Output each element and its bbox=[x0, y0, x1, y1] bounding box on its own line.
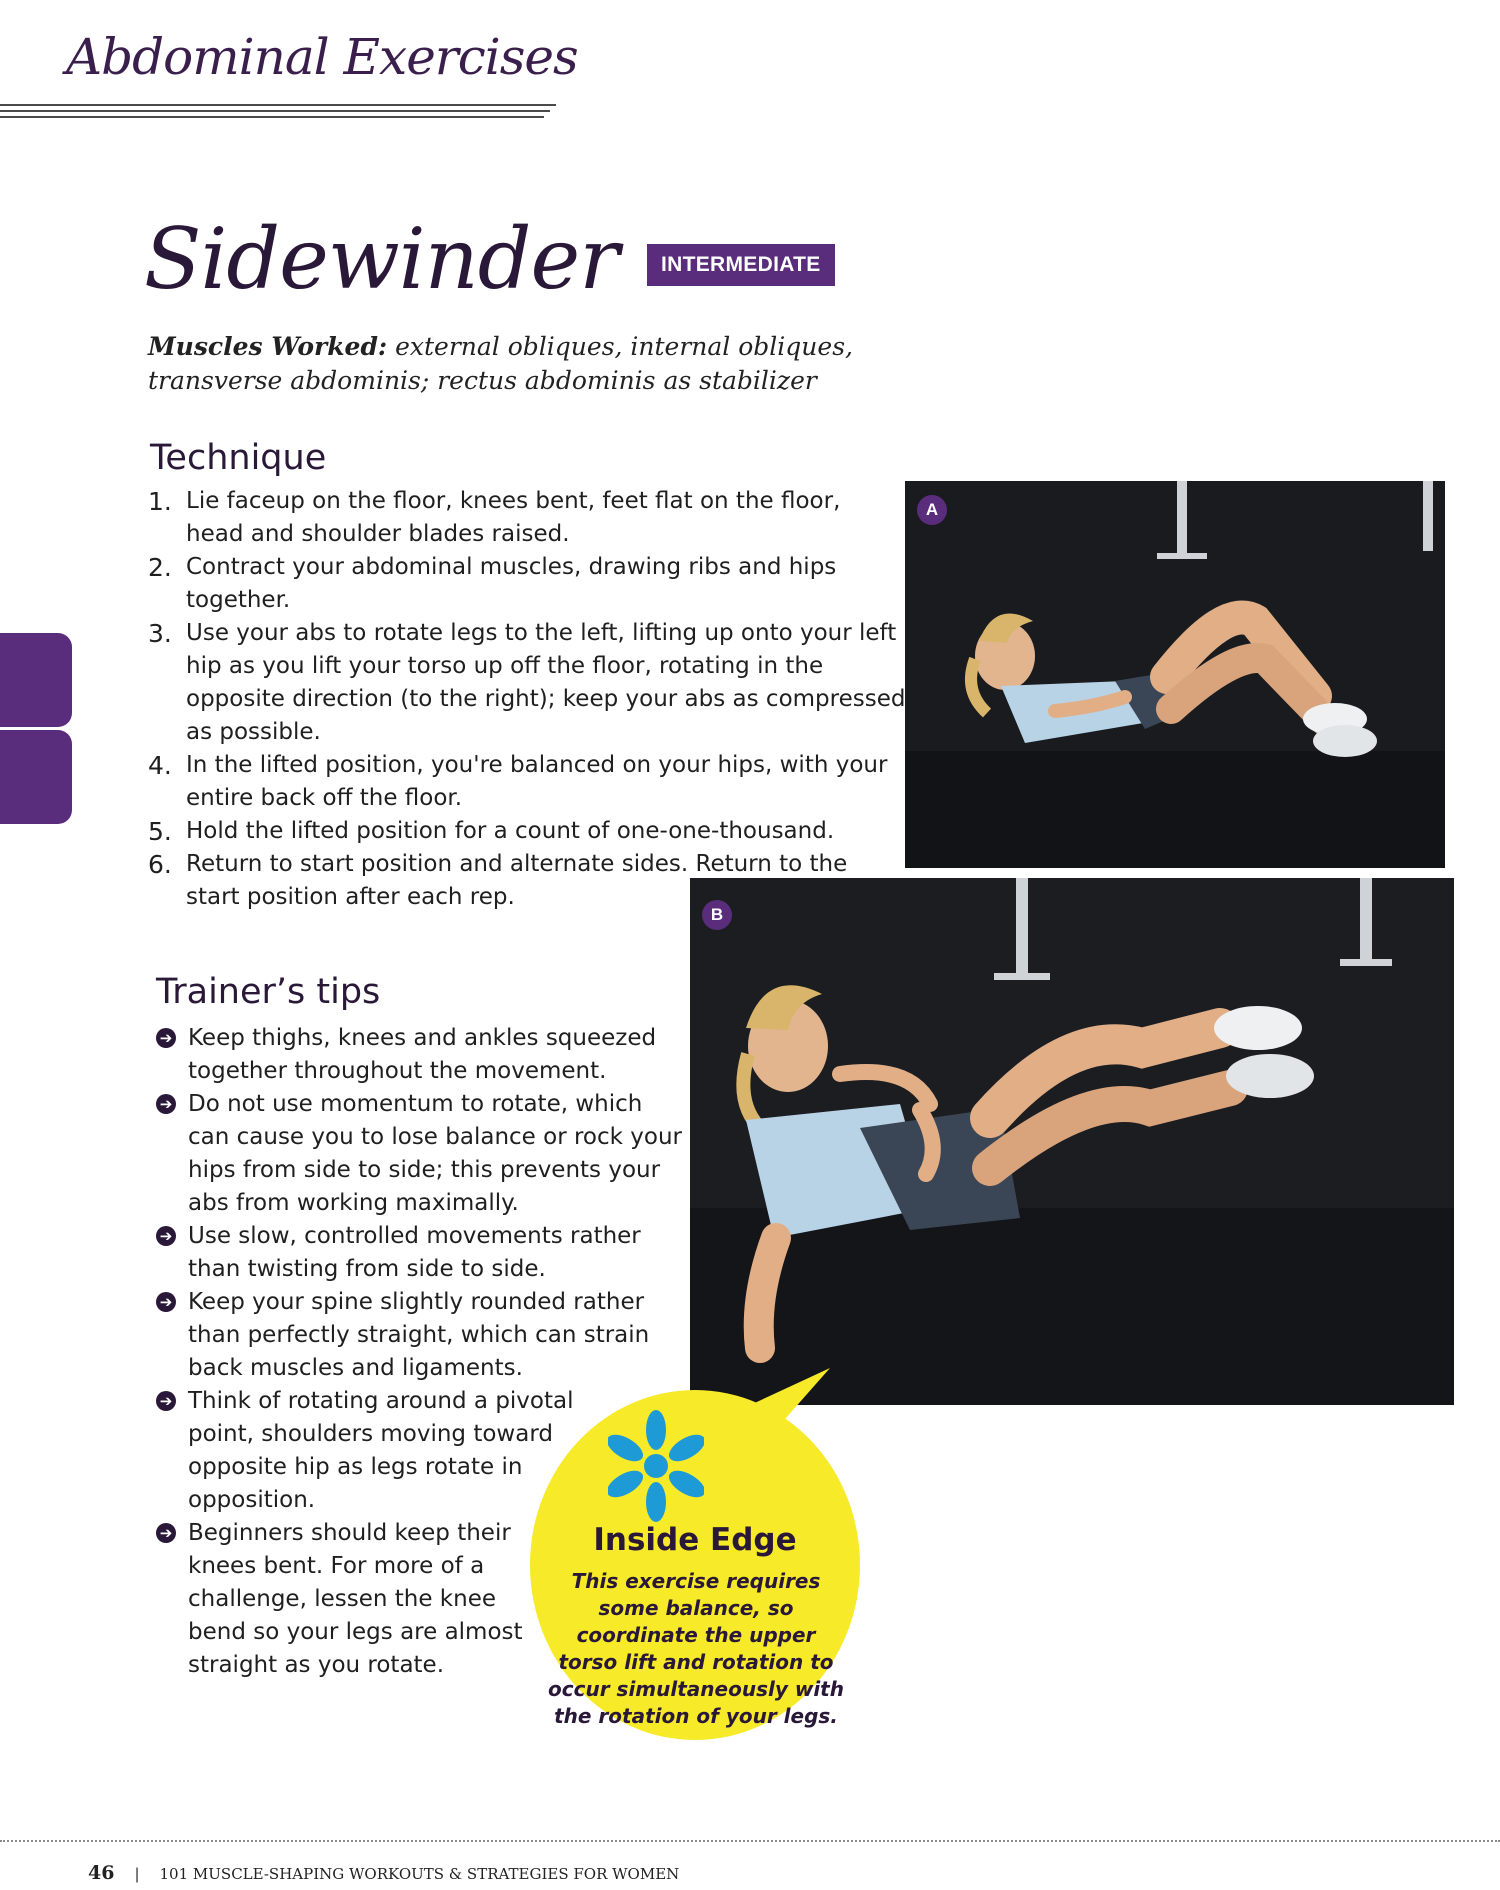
side-tab bbox=[0, 633, 72, 727]
muscles-label: Muscles Worked: bbox=[148, 332, 388, 361]
tips-heading: Trainer’s tips bbox=[156, 972, 381, 1012]
footer-separator: | bbox=[134, 1865, 140, 1883]
flower-icon bbox=[608, 1410, 704, 1522]
tip-text: Use slow, controlled movements rather than twisting from side to side. bbox=[188, 1223, 641, 1282]
tip-text: Keep thighs, knees and ankles squeezed together throughout the movement. bbox=[188, 1025, 657, 1084]
header-rule bbox=[0, 110, 550, 112]
technique-step bbox=[148, 485, 888, 551]
muscles-worked bbox=[148, 330, 908, 398]
step-number: 5. bbox=[148, 817, 172, 846]
step-number: 1. bbox=[148, 487, 172, 516]
footer-rule bbox=[0, 1840, 1500, 1842]
tip-item bbox=[156, 1022, 688, 1088]
technique-heading: Technique bbox=[150, 438, 327, 478]
tip-text: Do not use momentum to rotate, which can cause you to lose balance or rock your hips from side to side; this prevents your abs from working maximally. bbox=[188, 1091, 682, 1216]
tip-text: Keep your spine slightly rounded rather than perfectly straight, which can strain back muscles and ligaments. bbox=[188, 1289, 650, 1381]
arrow-circle-icon: ➔ bbox=[156, 1226, 176, 1246]
muscles-text: external obliques, internal obliques, transverse abdominis; rectus abdominis as stabilizer bbox=[148, 332, 853, 395]
photo-a-label: A bbox=[917, 495, 947, 525]
photo-b bbox=[690, 878, 1454, 1405]
technique-step bbox=[148, 551, 888, 617]
step-text: Lie faceup on the floor, knees bent, feet flat on the floor, head and shoulder blades raised. bbox=[186, 488, 841, 547]
arrow-circle-icon: ➔ bbox=[156, 1523, 176, 1543]
tip-text: Beginners should keep their knees bent. For more of a challenge, lessen the knee bend so your legs are almost straight as you rotate. bbox=[188, 1520, 523, 1678]
inside-edge-title: Inside Edge bbox=[593, 1522, 797, 1558]
tip-text: Think of rotating around a pivotal point, shoulders moving toward opposite hip as legs rotate in opposition. bbox=[188, 1388, 574, 1513]
tip-item bbox=[156, 1088, 688, 1220]
technique-step bbox=[148, 815, 888, 848]
step-text: Hold the lifted position for a count of one-one-thousand. bbox=[186, 818, 835, 844]
step-text: In the lifted position, you're balanced on your hips, with your entire back off the floor. bbox=[186, 752, 888, 811]
tip-item bbox=[156, 1517, 548, 1682]
step-number: 4. bbox=[148, 751, 172, 780]
step-number: 3. bbox=[148, 619, 172, 648]
technique-list bbox=[148, 485, 906, 914]
level-badge: INTERMEDIATE bbox=[647, 244, 835, 286]
step-number: 6. bbox=[148, 850, 172, 879]
page-number: 46 bbox=[88, 1862, 115, 1884]
step-text: Contract your abdominal muscles, drawing ribs and hips together. bbox=[186, 554, 837, 613]
arrow-circle-icon: ➔ bbox=[156, 1028, 176, 1048]
exercise-title: Sidewinder bbox=[144, 210, 619, 308]
section-title: Abdominal Exercises bbox=[66, 28, 578, 86]
book-title: 101 MUSCLE-SHAPING WORKOUTS & STRATEGIES FOR WOMEN bbox=[159, 1865, 680, 1883]
side-tab bbox=[0, 730, 72, 824]
inside-edge-text: This exercise requires some balance, so coordinate the upper torso lift and rotation to occur simultaneously with the rotation of your legs. bbox=[548, 1569, 844, 1728]
arrow-circle-icon: ➔ bbox=[156, 1292, 176, 1312]
page-footer bbox=[88, 1862, 679, 1884]
step-number: 2. bbox=[148, 553, 172, 582]
photo-b-illustration bbox=[690, 878, 1454, 1405]
arrow-circle-icon: ➔ bbox=[156, 1391, 176, 1411]
header-rule bbox=[0, 104, 556, 106]
header-rule bbox=[0, 116, 544, 118]
photo-a-illustration bbox=[905, 481, 1445, 868]
step-text: Use your abs to rotate legs to the left, lifting up onto your left hip as you lift your torso up off the floor, rotating in the opposite direction (to the right); keep your abs as compressed as possible. bbox=[186, 620, 906, 745]
photo-a bbox=[905, 481, 1445, 868]
step-text: Return to start position and alternate sides. Return to the start position after each rep. bbox=[186, 851, 848, 910]
tip-item bbox=[156, 1220, 688, 1286]
technique-step bbox=[148, 617, 906, 749]
technique-step bbox=[148, 749, 888, 815]
photo-b-label: B bbox=[702, 900, 732, 930]
arrow-circle-icon: ➔ bbox=[156, 1094, 176, 1114]
